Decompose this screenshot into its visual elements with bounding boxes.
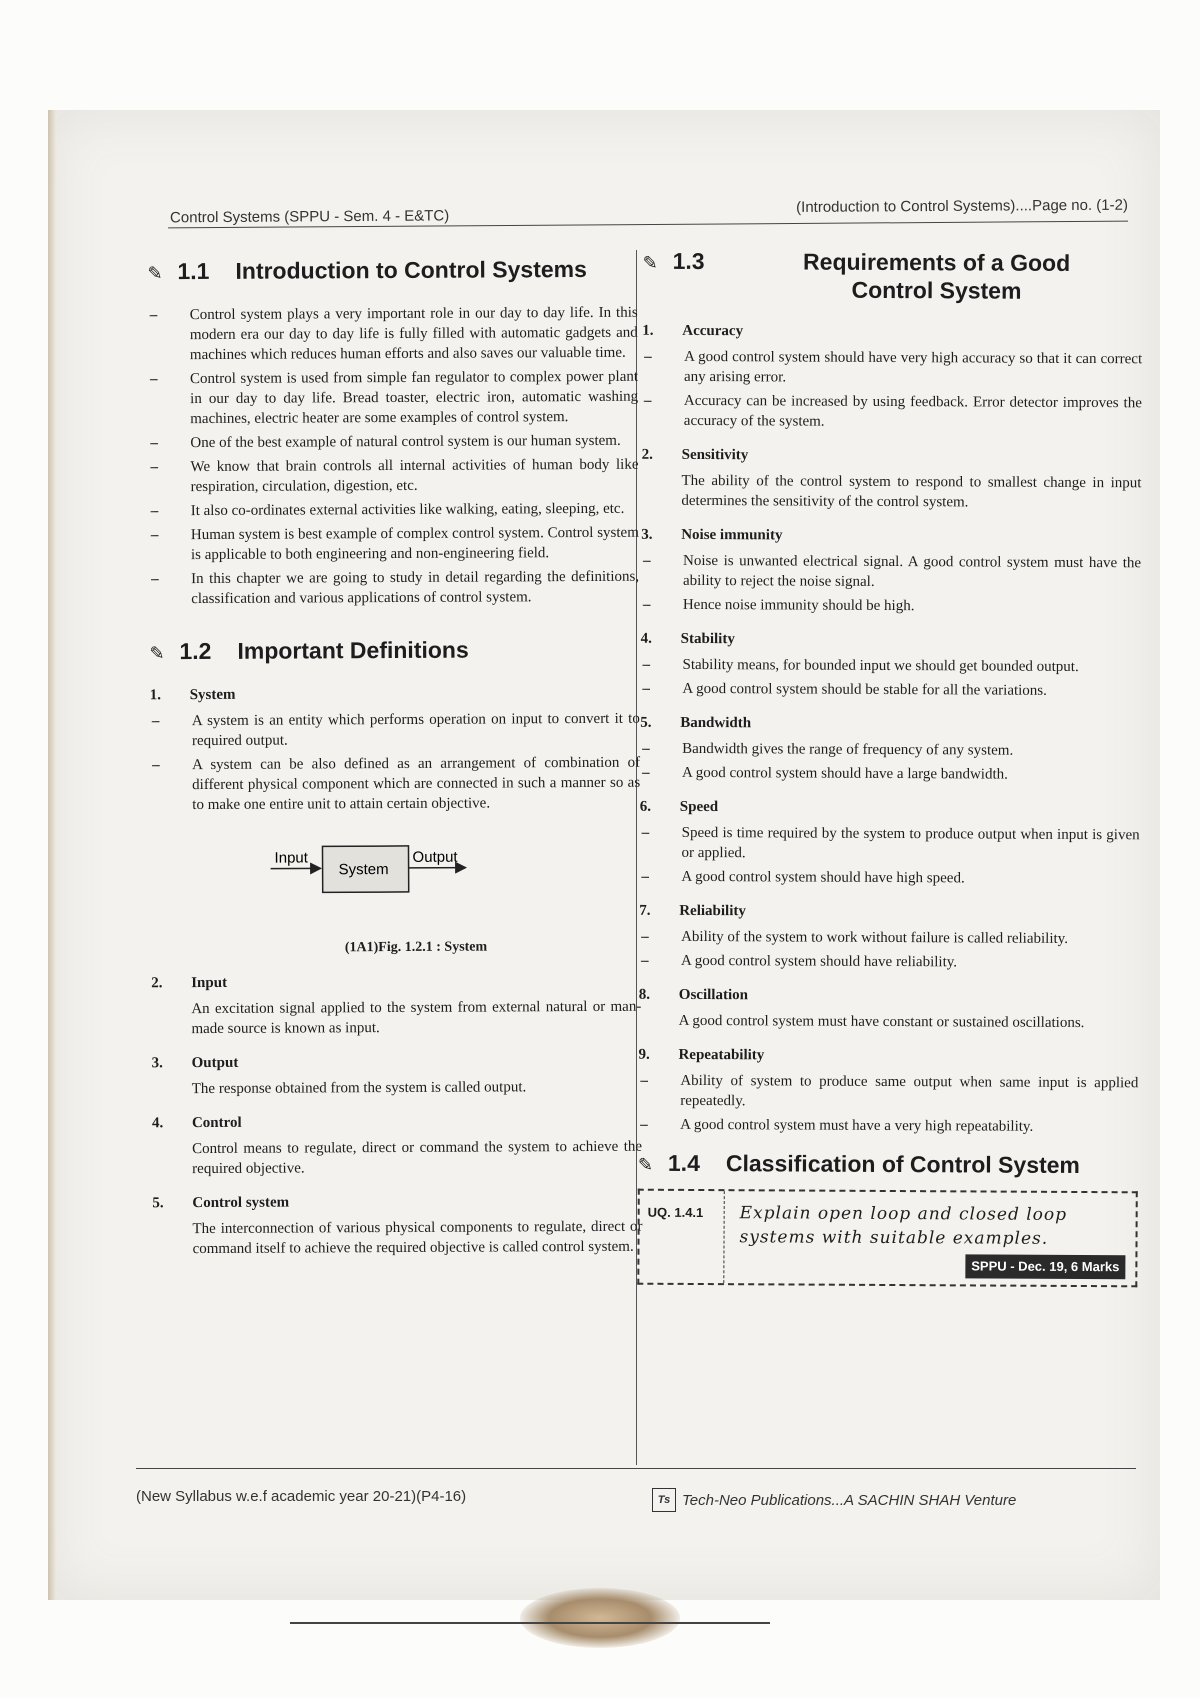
requirement-text: The ability of the control system to respond to smallest change in input determines the sensitivity of the control system. (681, 472, 1142, 511)
pencil-icon: ✎ (147, 263, 163, 284)
right-column (637, 247, 1142, 1288)
list-item: – In this chapter we are going to study in detail regarding the definitions, classification and various applications of control system. (151, 568, 640, 608)
list-item: – Speed is time required by the system to produce output when input is given or applied. (641, 824, 1140, 862)
pencil-icon: ✎ (149, 643, 165, 664)
list-item: – Ability of system to produce same output when same input is applied repeatedly. (640, 1072, 1139, 1110)
section-1-3-heading (642, 247, 1142, 306)
section-title: Classification of Control System (725, 1150, 1081, 1178)
page-footer (136, 1468, 1136, 1528)
section-1-4-heading (638, 1149, 1138, 1182)
definition-system: 1. System (149, 686, 236, 704)
pencil-icon: ✎ (637, 1154, 654, 1175)
stability-bullets (640, 655, 1140, 702)
question-text: Explain open loop and closed loop systems with suitable examples. (739, 1203, 1068, 1249)
requirement-sensitivity: 2. Sensitivity (641, 446, 749, 464)
list-item: – Bandwidth gives the range of frequency of any system. (642, 740, 1014, 759)
requirement-bandwidth: 5. Bandwidth (640, 714, 752, 732)
list-item: – A good control system must have a very high repeatability. (640, 1116, 1034, 1135)
list-item: – Ability of the system to work without failure is called reliability. (641, 928, 1069, 947)
noise-bullets (641, 551, 1141, 618)
system-block-diagram (190, 823, 641, 935)
requirement-noise-immunity: 3. Noise immunity (641, 526, 783, 544)
bottom-edge-line (290, 1622, 770, 1624)
system-label: System (338, 861, 389, 879)
section-title: Requirements of a Good Control System (803, 248, 1071, 304)
marks-badge: SPPU - Dec. 19, 6 Marks (965, 1254, 1125, 1279)
block-diagram-svg (190, 823, 631, 935)
list-item: – A system is an entity which performs operation on input to convert it to required output. (151, 710, 640, 750)
list-item: – A system can be also defined as an arrangement of combination of different physical component which are connected in such a manner so as to make one entire unit to attain certain objective. (152, 754, 641, 814)
requirement-accuracy: 1. Accuracy (642, 322, 744, 340)
list-item: – Control system plays a very important role in our day to day life. In this modern era our day to day life is fully filled with automatic gadgets and machines which reduces human efforts and also saves our valuable time. (149, 304, 638, 364)
requirement-speed: 6. Speed (639, 798, 719, 816)
section-number: 1.1 (177, 257, 210, 285)
list-item: – Control system is used from simple fan regulator to complex power plant in our day to day life. Bread toaster, electric iron, automatic washing machines, electric heater are some examples of control system. (149, 368, 639, 428)
section-number: 1.3 (672, 247, 705, 275)
bandwidth-bullets (640, 739, 1140, 786)
list-item: – We know that brain controls all internal activities of human body like respiration, circulation, digestion, etc. (150, 456, 639, 496)
repeatability-bullets (638, 1071, 1138, 1138)
list-item: – A good control system should have high speed. (641, 868, 965, 887)
list-item: – Noise is unwanted electrical signal. A good control system must have the ability to reject the noise signal. (643, 552, 1142, 590)
paper-edge (48, 110, 56, 1600)
footer-rule (136, 1468, 1136, 1469)
input-label: Input (274, 849, 308, 867)
intro-bullets (148, 303, 640, 610)
list-item: – It also co-ordinates external activities like walking, eating, sleeping, etc. (150, 500, 625, 520)
footer-syllabus: (New Syllabus w.e.f academic year 20-21)(P4-16) (136, 1488, 467, 1505)
requirement-repeatability: 9. Repeatability (638, 1046, 765, 1064)
publisher-name: Tech-Neo Publications...A SACHIN SHAH Venture (682, 1491, 1017, 1509)
list-item: – Hence noise immunity should be high. (642, 596, 915, 615)
university-question-box (637, 1189, 1137, 1288)
accuracy-bullets (642, 347, 1142, 434)
footer-publisher (652, 1488, 1016, 1512)
definition-control: 4. Control (151, 1114, 242, 1132)
section-title: Important Definitions (237, 636, 469, 664)
speed-bullets (639, 823, 1139, 890)
section-title: Introduction to Control Systems (235, 255, 587, 284)
header-book-title: Control Systems (SPPU - Sem. 4 - E&TC) (169, 207, 450, 227)
list-item: – One of the best example of natural control system is our human system. (150, 432, 621, 452)
section-1-1-heading (147, 255, 637, 288)
system-bullets (150, 709, 641, 816)
finger-shadow (520, 1588, 680, 1648)
publisher-logo-icon: Ts (652, 1488, 676, 1512)
list-item: – Accuracy can be increased by using feedback. Error detector improves the accuracy of the system. (643, 392, 1142, 430)
figure-caption: (1A1)Fig. 1.2.1 : System (344, 939, 488, 956)
section-1-2-heading (149, 635, 639, 668)
left-column (147, 247, 642, 1264)
requirement-stability: 4. Stability (640, 630, 735, 648)
question-divider (723, 1191, 724, 1283)
section-number: 1.2 (179, 637, 212, 665)
section-number: 1.4 (667, 1149, 700, 1177)
list-item: – Human system is best example of complex control system. Control system is applicable to both engineering and non-engineering field. (150, 524, 639, 564)
definition-text: Control means to regulate, direct or command the system to achieve the required objective. (192, 1138, 643, 1178)
output-label: Output (412, 848, 458, 866)
list-item: – A good control system should be stable for all the variations. (642, 680, 1047, 699)
definition-input: 2. Input (151, 974, 228, 992)
list-item: – A good control system should have a large bandwidth. (641, 764, 1008, 783)
definition-control-system: 5. Control system (152, 1194, 290, 1212)
definition-output: 3. Output (151, 1054, 239, 1072)
definition-text: The interconnection of various physical components to regulate, direct or command itself to achieve the required objective is called control system. (192, 1218, 643, 1258)
header-page-number: (Introduction to Control Systems)....Page no. (1-2) (796, 196, 1129, 216)
requirement-oscillation: 8. Oscillation (638, 986, 749, 1004)
definition-text: The response obtained from the system is called output. (191, 1079, 527, 1098)
list-item: – A good control system should have reliability. (640, 952, 958, 971)
requirement-text: A good control system must have constant or sustained oscillations. (678, 1012, 1085, 1032)
list-item: – A good control system should have very high accuracy so that it can correct any arising error. (644, 348, 1143, 386)
requirement-reliability: 7. Reliability (639, 902, 746, 920)
question-code: UQ. 1.4.1 (647, 1204, 704, 1221)
pencil-icon: ✎ (642, 252, 658, 273)
list-item: – Stability means, for bounded input we should get bounded output. (642, 656, 1079, 675)
definition-text: An excitation signal applied to the system from external natural or man-made source is known as input. (191, 998, 642, 1038)
reliability-bullets (639, 927, 1139, 974)
